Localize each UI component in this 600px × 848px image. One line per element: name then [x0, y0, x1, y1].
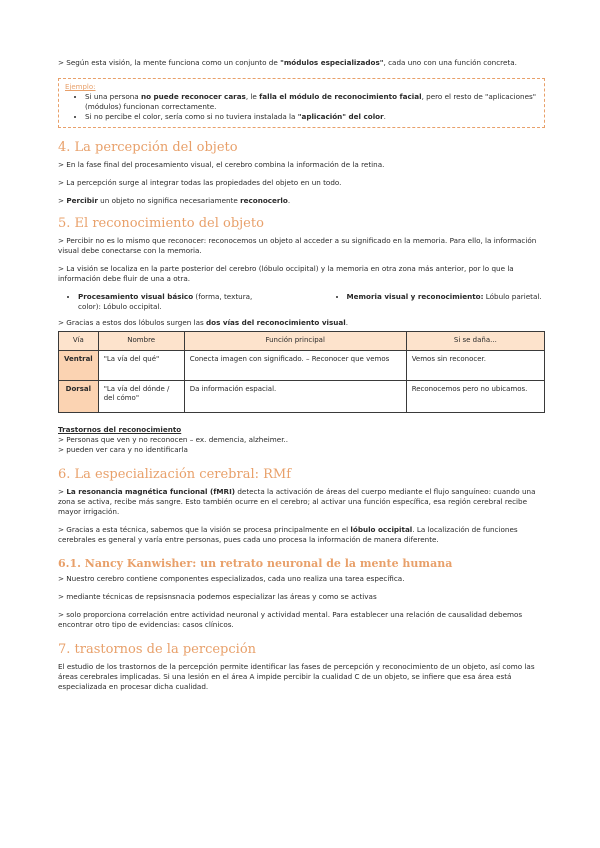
table-header-cell: Nombre [98, 332, 184, 351]
table-header-cell: Si se daña... [406, 332, 544, 351]
section-5-heading: 5. El reconocimiento del objeto [58, 216, 264, 231]
list-item: • Procesamiento visual básico (forma, textura, color): Lóbulo occipital. [78, 292, 277, 312]
table-header-row [59, 332, 545, 351]
section-5-p1: > Percibir no es lo mismo que reconocer: reconocemos un objeto al acceder a su significado en la memoria. Para ello, la información visual debe conectarse con la memoria. [58, 236, 537, 255]
trastornos-line-2: > pueden ver cara y no identificarla [58, 444, 188, 454]
list-item: • Si una persona no puede reconocer caras, le falla el módulo de reconocimiento facial, pero el resto de "aplicaciones" (módulos) funcionan correctamente. [85, 92, 538, 112]
table-cell: Conecta imagen con significado. – Reconocer que vemos [184, 350, 406, 380]
table-header-cell: Vía [59, 332, 99, 351]
section-4-p1: > En la fase final del procesamiento visual, el cerebro combina la información de la retina. [58, 160, 385, 169]
section-5-p3: > Gracias a estos dos lóbulos surgen las dos vías del reconocimiento visual. [58, 318, 349, 327]
table-cell: Reconocemos pero no ubicamos. [406, 380, 544, 412]
table-cell: Da información espacial. [184, 380, 406, 412]
table-cell: "La vía del qué" [98, 350, 184, 380]
section-4-heading: 4. La percepción del objeto [58, 140, 238, 155]
example-list [65, 92, 538, 122]
section-6-1-p3: > solo proporciona correlación entre actividad neuronal y actividad mental. Para establecer una relación de causalidad debemos encontrar otro tipo de evidencias: casos clínicos. [58, 609, 523, 629]
table-cell: Vemos sin reconocer. [406, 350, 544, 380]
table-row [59, 380, 545, 412]
intro-paragraph: > Según esta visión, la mente funciona como un conjunto de "módulos especializados", cada uno con una función concreta. [58, 58, 517, 67]
table-cell: Ventral [59, 350, 99, 380]
section-6-p2: > Gracias a esta técnica, sabemos que la visión se procesa principalmente en el lóbulo occipital. La localización de funciones cerebrales es general y varía entre personas, pues cada uno procesa la información de manera diferente. [58, 524, 518, 544]
section-5-p2: > La visión se localiza en la parte posterior del cerebro (lóbulo occipital) y la memoria en otra zona más anterior, por lo que la información debe fluir de una a otra. [58, 264, 514, 283]
trastornos-line-1: > Personas que ven y no reconocen – ex. demencia, alzheimer.. [58, 434, 289, 444]
section-6-1-heading: 6.1. Nancy Kanwisher: un retrato neuronal de la mente humana [58, 556, 453, 570]
table-row [59, 350, 545, 380]
visual-pathways-table [58, 331, 545, 413]
table-header-cell: Función principal [184, 332, 406, 351]
section-6-1-p2: > mediante técnicas de repsisnsnacia podemos especializar las áreas y como se activas [58, 591, 377, 601]
trastornos-title: Trastornos del reconocimiento [58, 424, 182, 434]
example-box [58, 78, 545, 128]
example-title: Ejemplo: [65, 83, 96, 91]
section-4-p3: > Percibir un objeto no significa necesariamente reconocerlo. [58, 196, 291, 205]
section-7-p1: El estudio de los trastornos de la percepción permite identificar las fases de percepción y reconocimiento de un objeto, así como las áreas cerebrales implicadas. Si una lesión en el área A impide percibir la cualidad C de un objeto, se infiere que esa área está especializada en procesar dicha cualidad. [58, 661, 535, 691]
table-cell: "La vía del dónde / del cómo" [98, 380, 184, 412]
section-7-heading: 7. trastornos de la percepción [58, 641, 257, 657]
list-item: • Memoria visual y reconocimiento: Lóbulo parietal. [347, 292, 546, 302]
table-cell: Dorsal [59, 380, 99, 412]
section-4-p2: > La percepción surge al integrar todas las propiedades del objeto en un todo. [58, 178, 342, 187]
lobes-columns [58, 292, 545, 312]
section-6-1-p1: > Nuestro cerebro contiene componentes especializados, cada uno realiza una tarea específica. [58, 573, 405, 583]
section-6-p1: > La resonancia magnética funcional (fMRI) detecta la activación de áreas del cuerpo mediante el flujo sanguíneo: cuando una zona se activa, recibe más sangre. Esto también ocurre en el cerebro; al activar una función específica, esa región cerebral recibe mayor irrigación. [58, 486, 536, 516]
list-item: • Si no percibe el color, sería como si no tuviera instalada la "aplicación" del color. [85, 112, 538, 122]
section-6-heading: 6. La especialización cerebral: RMf [58, 466, 292, 482]
